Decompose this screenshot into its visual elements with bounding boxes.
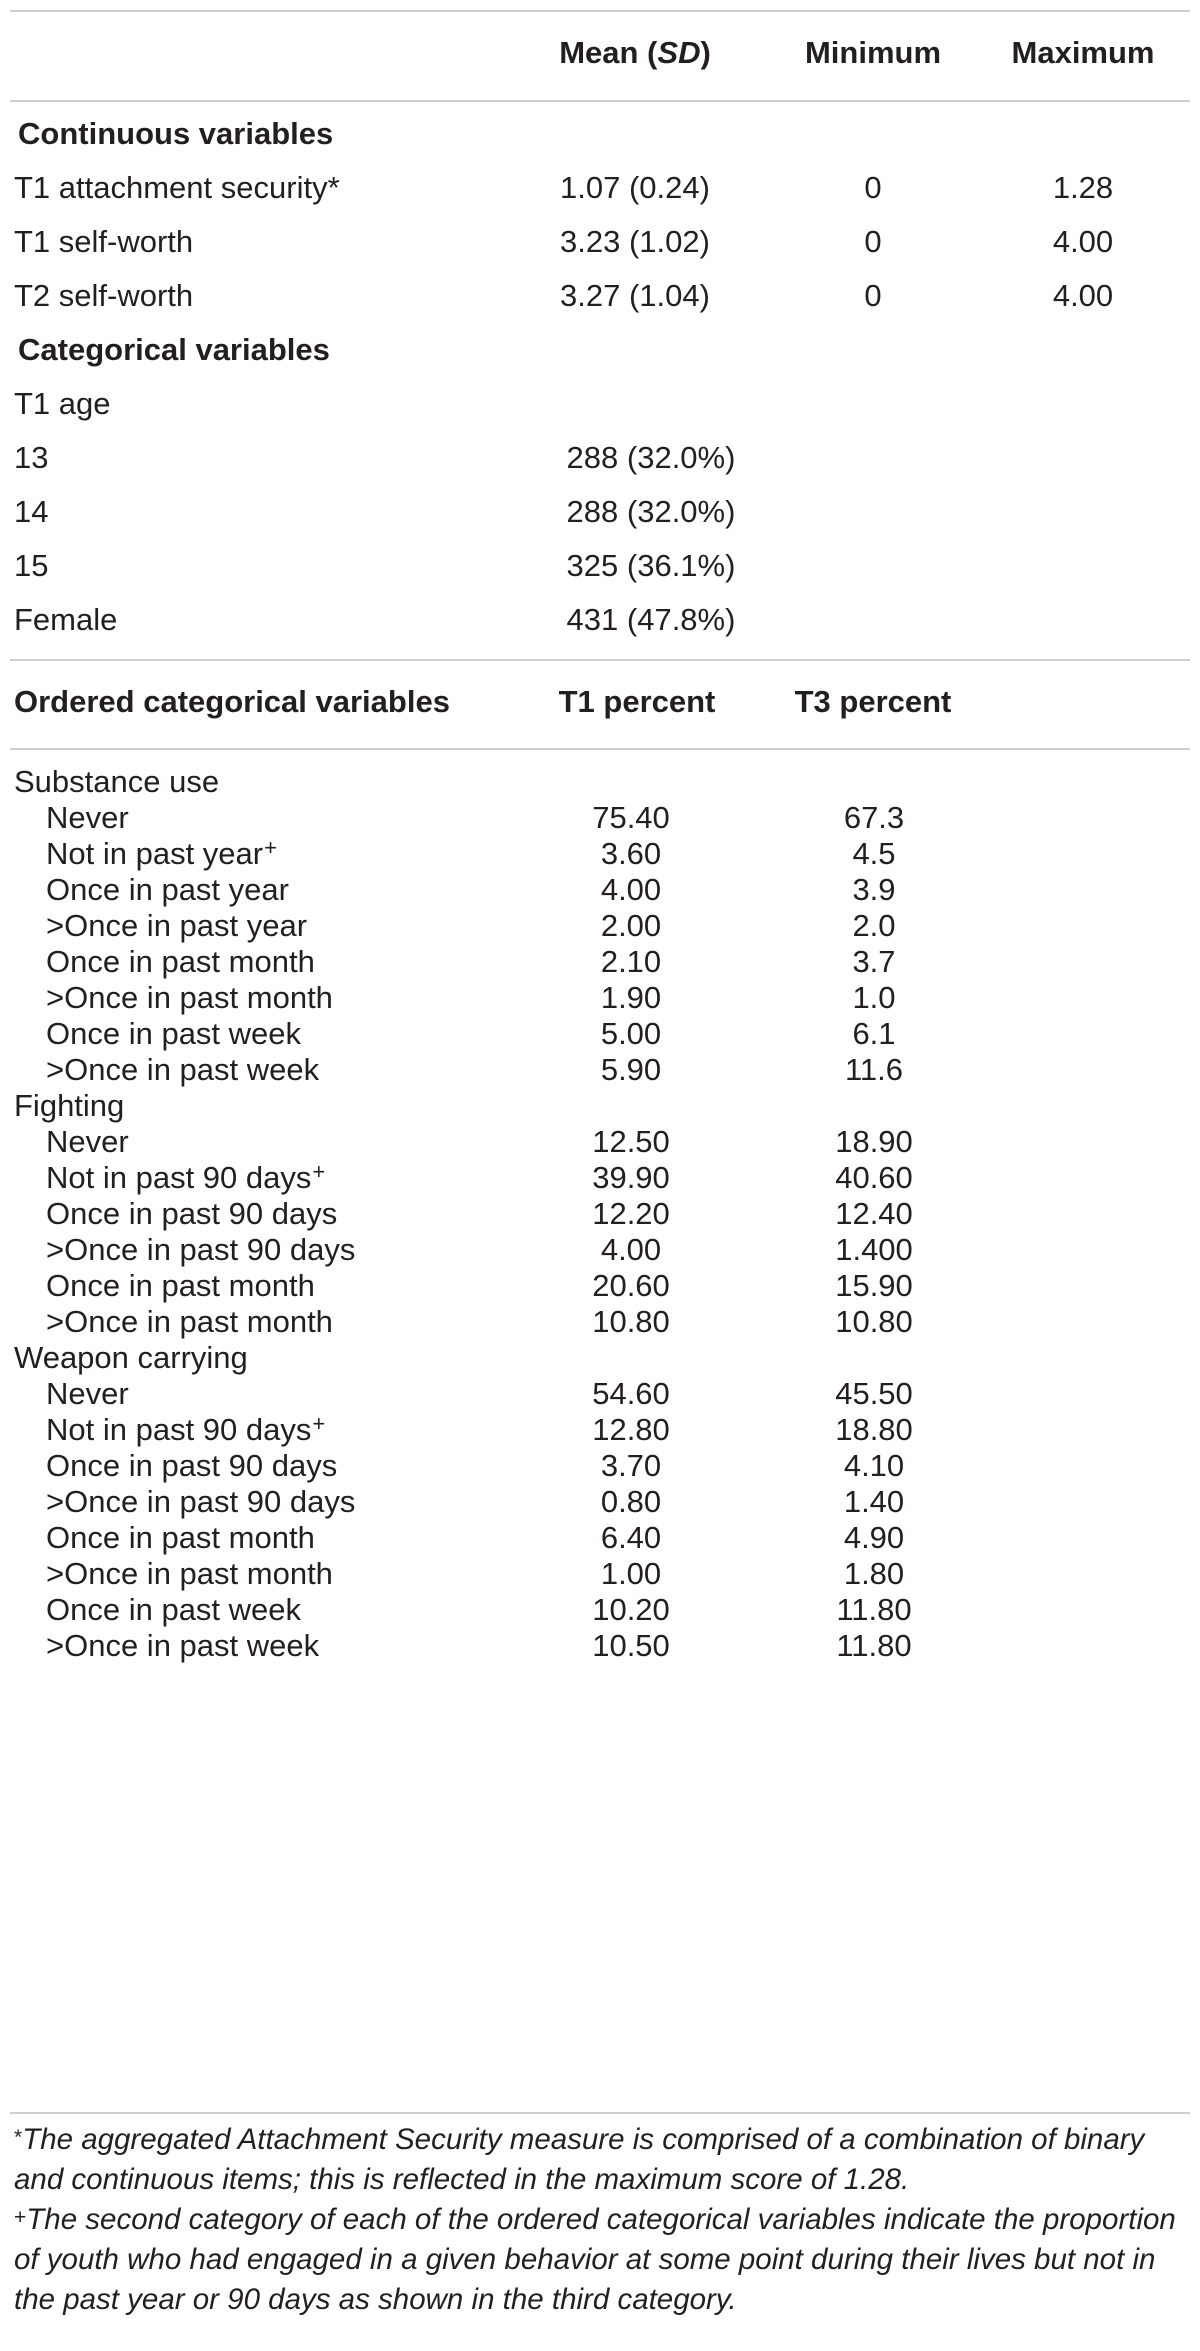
t3-value: 1.80 <box>843 1556 905 1591</box>
row-label: Not in past year+ <box>46 835 277 871</box>
group-label: Fighting <box>14 1088 125 1123</box>
table-row: Female 431 (47.8%) <box>14 602 736 637</box>
t3-value: 11.80 <box>836 1592 912 1627</box>
header-minimum: Minimum <box>804 35 942 70</box>
t1-value: 54.60 <box>592 1376 670 1411</box>
t1-value: 4.00 <box>600 1232 662 1267</box>
t1-value: 10.80 <box>592 1304 670 1339</box>
section-title-categorical: Categorical variables <box>18 332 330 367</box>
t1-value: 2.00 <box>600 908 662 943</box>
t1-value: 12.20 <box>592 1196 670 1231</box>
t3-value: 11.80 <box>836 1628 912 1663</box>
row-label: Never <box>46 1376 129 1411</box>
t3-value: 15.90 <box>835 1268 913 1303</box>
t1-value: 5.00 <box>600 1016 662 1051</box>
t3-value: 67.3 <box>843 800 905 835</box>
ordered-header-rule <box>10 748 1190 750</box>
row-label: >Once in past 90 days <box>46 1484 356 1519</box>
header-maximum: Maximum <box>1011 35 1155 70</box>
row-label: >Once in past 90 days <box>46 1232 356 1267</box>
row-label: Once in past month <box>46 1520 315 1555</box>
t3-value: 6.1 <box>852 1016 896 1051</box>
table-row <box>0 1619 1200 1673</box>
row-label: Never <box>46 1124 129 1159</box>
table-row: T2 self-worth 3.27 (1.04) 0 4.00 <box>14 278 1114 313</box>
row-label: Once in past week <box>46 1016 302 1051</box>
header-rule <box>10 100 1190 102</box>
t3-value: 18.90 <box>835 1124 913 1159</box>
t3-value: 10.80 <box>835 1304 913 1339</box>
top-rule <box>10 10 1190 12</box>
t3-value: 18.80 <box>835 1412 913 1447</box>
row-label: Not in past 90 days+ <box>46 1159 326 1195</box>
row-label: Once in past 90 days <box>46 1196 338 1231</box>
section-rule <box>10 659 1190 661</box>
row-label: >Once in past year <box>46 908 308 943</box>
t1-value: 12.80 <box>592 1412 670 1447</box>
t1-value: 6.40 <box>600 1520 662 1555</box>
table-row: T1 self-worth 3.23 (1.02) 0 4.00 <box>14 224 1114 259</box>
t3-value: 40.60 <box>835 1160 913 1195</box>
plus-mark: + <box>264 835 277 860</box>
row-label: Once in past 90 days <box>46 1448 338 1483</box>
row-label: >Once in past month <box>46 1556 333 1591</box>
t3-value: 4.5 <box>852 836 896 871</box>
table-row: T1 attachment security* 1.07 (0.24) 0 1.28 <box>14 170 1114 205</box>
t1-value: 4.00 <box>600 872 662 907</box>
row-label: >Once in past week <box>46 1628 320 1663</box>
section-title-continuous: Continuous variables <box>18 116 334 151</box>
footnote-plus: +The second category of each of the ordered categorical variables indicate the proportion of youth who had engaged in a given behavior at some point during their lives but not in the past year or 90 days as shown in the third category. <box>14 2203 1176 2316</box>
table-row: 14 288 (32.0%) <box>14 494 736 529</box>
t3-value: 2.0 <box>852 908 896 943</box>
row-label: Never <box>46 800 129 835</box>
table-header-row <box>0 26 1200 80</box>
header-mean: Mean (SD) <box>559 35 711 70</box>
t1-value: 1.90 <box>600 980 662 1015</box>
t1-value: 0.80 <box>600 1484 662 1519</box>
t1-value: 3.70 <box>600 1448 662 1483</box>
row-label: Once in past month <box>46 1268 315 1303</box>
t3-value: 4.90 <box>843 1520 905 1555</box>
group-label: Substance use <box>14 764 220 799</box>
t3-value: 3.9 <box>852 872 896 907</box>
bottom-rule <box>10 2112 1190 2114</box>
plus-mark: + <box>312 1411 326 1436</box>
footnotes <box>14 2120 1186 2320</box>
table-row: 15 325 (36.1%) <box>14 548 736 583</box>
row-label: >Once in past month <box>46 1304 333 1339</box>
group-label: Weapon carrying <box>14 1340 248 1375</box>
plus-mark: + <box>312 1159 326 1184</box>
ordered-header-row: Ordered categorical variables T1 percent T3 percent <box>14 684 952 719</box>
row-label: >Once in past week <box>46 1052 320 1087</box>
t3-value: 11.6 <box>844 1052 904 1087</box>
t3-value: 45.50 <box>835 1376 913 1411</box>
table-row: T1 age <box>14 386 111 421</box>
footnote-star: *The aggregated Attachment Security measure is comprised of a combination of binary and continuous items; this is reflected in the maximum score of 1.28. <box>14 2123 1145 2196</box>
t1-value: 75.40 <box>592 800 670 835</box>
row-label: Once in past year <box>46 872 289 907</box>
t3-value: 4.10 <box>843 1448 905 1483</box>
t1-value: 10.20 <box>592 1592 670 1627</box>
row-label: Not in past 90 days+ <box>46 1411 326 1447</box>
row-label: Once in past month <box>46 944 315 979</box>
row-label: Once in past week <box>46 1592 302 1627</box>
row-label: >Once in past month <box>46 980 333 1015</box>
t1-value: 12.50 <box>592 1124 670 1159</box>
t3-value: 1.0 <box>852 980 896 1015</box>
table-row: 13 288 (32.0%) <box>14 440 736 475</box>
t3-value: 1.400 <box>835 1232 913 1267</box>
t3-value: 12.40 <box>835 1196 913 1231</box>
t1-value: 20.60 <box>592 1268 670 1303</box>
t3-value: 1.40 <box>843 1484 905 1519</box>
t1-value: 10.50 <box>592 1628 670 1663</box>
t1-value: 5.90 <box>600 1052 662 1087</box>
t1-value: 1.00 <box>600 1556 662 1591</box>
t1-value: 3.60 <box>600 836 662 871</box>
t1-value: 39.90 <box>592 1160 670 1195</box>
t3-value: 3.7 <box>852 944 896 979</box>
t1-value: 2.10 <box>600 944 662 979</box>
